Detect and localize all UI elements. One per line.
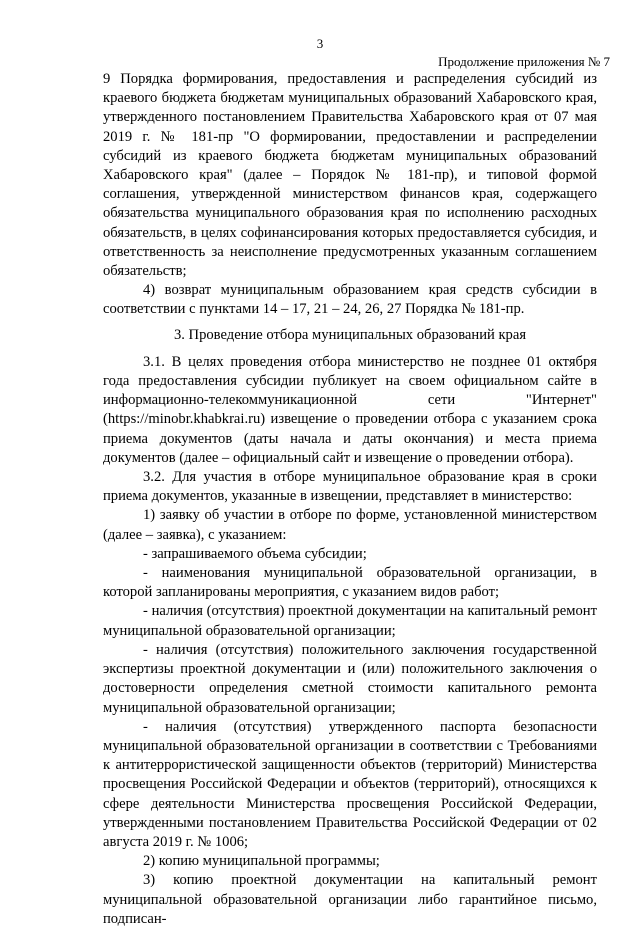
paragraph: 3.2. Для участия в отборе муниципальное образование края в сроки приема документов, указанные в извещении, представляет в министерство: xyxy=(103,469,597,505)
document-body xyxy=(103,70,597,929)
paragraph: 9 Порядка формирования, предоставления и распределения субсидий из краевого бюджета бюджетам муниципальных образований Хабаровского края, утвержденного постановлением Правительства Хабаровского края от 07 мая 2019 г. № 181-пр "О формировании, предоставлении и распределении субсидий из краевого бюджета бюджетам муниципальных образований Хабаровского края" (далее – Порядок № 181-пр), и типовой формой соглашения, утвержденной министерством финансов края, содержащего обязательства муниципального образования края по исполнению расходных обязательств, в целях софинансирования которых предоставляется субсидия, и ответственность за неисполнение предусмотренных указанным соглашением обязательств; xyxy=(103,71,597,280)
list-item: - наличия (отсутствия) проектной документации на капитальный ремонт муниципальной образовательной организации; xyxy=(103,603,597,639)
list-item: - наличия (отсутствия) положительного заключения государственной экспертизы проектной документации и (или) положительного заключения о достоверности определения сметной стоимости капитального ремонта муниципальной образовательной организации; xyxy=(103,641,597,716)
list-item: - наименования муниципальной образовательной организации, в которой запланированы мероприятия, с указанием видов работ; xyxy=(103,565,597,601)
list-item: - запрашиваемого объема субсидии; xyxy=(143,545,367,562)
list-item: - наличия (отсутствия) утвержденного паспорта безопасности муниципальной образовательной организации в соответствии с Требованиями к антитеррористической защищенности объектов (территорий) Министерства просвещения Российской Федерации и объектов (территорий), относящихся к сфере деятельности Министерства просвещения Российской Федерации, утвержденными постановлением Правительства Российской Федерации от 02 августа 2019 г. № 1006; xyxy=(103,718,597,850)
paragraph: 4) возврат муниципальным образованием края средств субсидии в соответствии с пунктами 14 – 17, 21 – 24, 26, 27 Порядка № 181-пр. xyxy=(103,282,597,318)
paragraph: 2) копию муниципальной программы; xyxy=(143,853,380,870)
paragraph: 1) заявку об участии в отборе по форме, установленной министерством (далее – заявка), с указанием: xyxy=(103,507,597,543)
appendix-continuation-label: Продолжение приложения № 7 xyxy=(438,54,610,69)
section-heading: 3. Проведение отбора муниципальных образований края xyxy=(173,326,527,343)
paragraph: (https://minobr.khabkrai.ru) извещение о проведении отбора с указанием срока приема документов (даты начала и даты окончания) и места приема документов (далее – официальный сайт и извещение о проведении отбора). xyxy=(103,411,597,466)
paragraph: 3) копию проектной документации на капитальный ремонт муниципальной образовательной организации либо гарантийное письмо, подписан- xyxy=(103,872,597,927)
paragraph: 3.1. В целях проведения отбора министерство не позднее 01 октября года предоставления субсидии публикует на своем официальном сайте в информационно-телекоммуникационной сети "Интернет" xyxy=(103,353,597,409)
page-number: 3 xyxy=(316,36,324,51)
